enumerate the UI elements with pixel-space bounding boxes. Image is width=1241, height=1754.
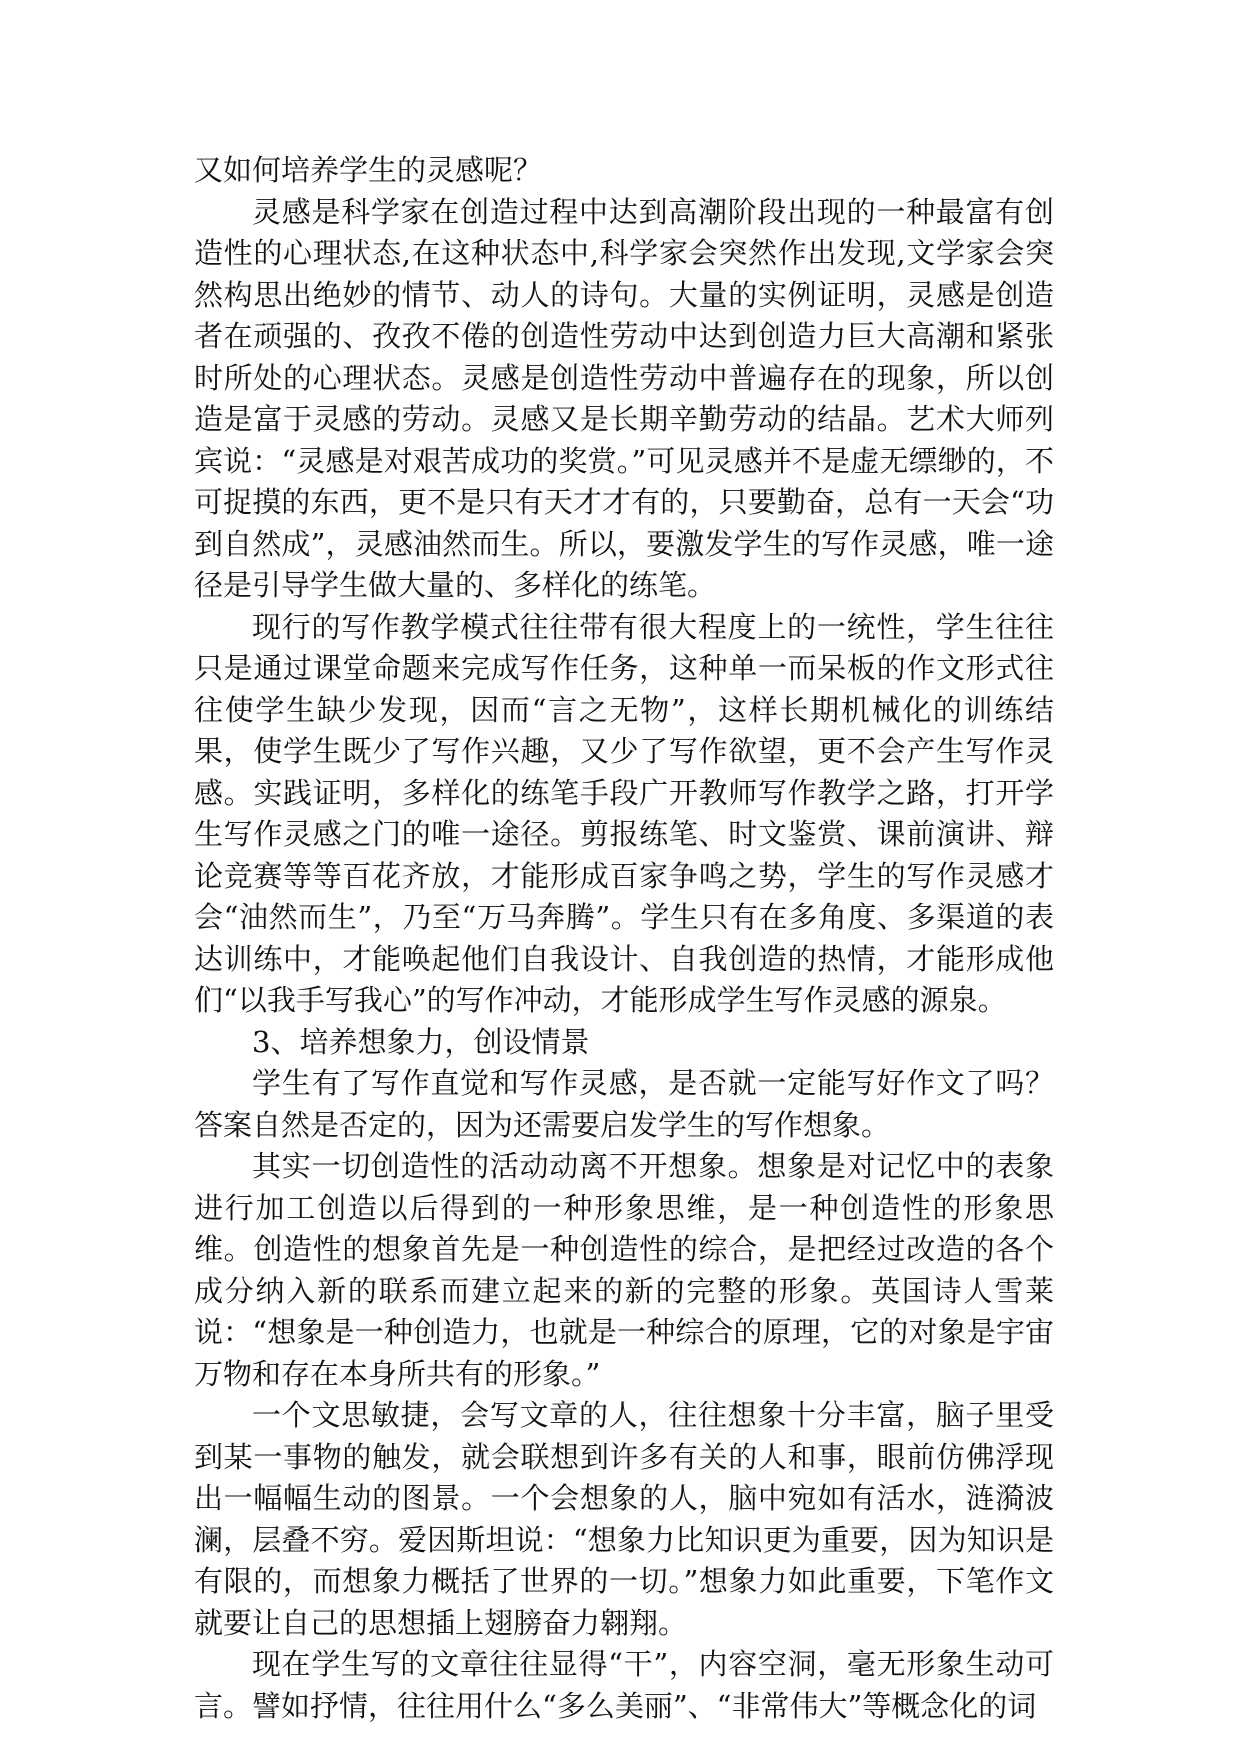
paragraph-inspiration-definition: 灵感是科学家在创造过程中达到高潮阶段出现的一种最富有创造性的心理状态,在这种状态中,科学家会突然作出发现,文学家会突然构思出绝妙的情节、动人的诗句。大量的实例证明，灵感是创造者在顽强的、孜孜不倦的创造性劳动中达到创造力巨大高潮和紧张时所处的心理状态。灵感是创造性劳动中普遍存在的现象，所以创造是富于灵感的劳动。灵感又是长期辛勤劳动的结晶。艺术大师列宾说：“灵感是对艰苦成功的奖赏。”可见灵感并不是虚无缥缈的，不可捉摸的东西，更不是只有天才才有的，只要勤奋，总有一天会“功到自然成”，灵感油然而生。所以，要激发学生的写作灵感，唯一途径是引导学生做大量的、多样化的练笔。 [194, 194, 1054, 602]
paragraph-intuition-and-imagination: 学生有了写作直觉和写作灵感，是否就一定能写好作文了吗？答案自然是否定的，因为还需要启发学生的写作想象。 [194, 1066, 1054, 1142]
section-heading: 3、培养想象力，创设情景 [252, 1024, 590, 1059]
paragraph-creative-imagination: 其实一切创造性的活动动离不开想象。想象是对记忆中的表象进行加工创造以后得到的一种形象思维，是一种创造性的形象思维。创造性的想象首先是一种创造性的综合，是把经过改造的各个成分纳入新的联系而建立起来的新的完整的形象。英国诗人雪莱说：“想象是一种创造力，也就是一种综合的原理，它的对象是宇宙万物和存在本身所共有的形象。” [194, 1149, 1054, 1391]
paragraph-writing-teaching-model: 现行的写作教学模式往往带有很大程度上的一统性，学生往往只是通过课堂命题来完成写作任务，这种单一而呆板的作文形式往往使学生缺少发现，因而“言之无物”，这样长期机械化的训练结果，使学生既少了写作兴趣，又少了写作欲望，更不会产生写作灵感。实践证明，多样化的练笔手段广开教师写作教学之路，打开学生写作灵感之门的唯一途径。剪报练笔、时文鉴赏、课前演讲、辩论竞赛等等百花齐放，才能形成百家争鸣之势，学生的写作灵感才会“油然而生”，乃至“万马奔腾”。学生只有在多角度、多渠道的表达训练中，才能唤起他们自我设计、自我创造的热情，才能形成他们“以我手写我心”的写作冲动，才能形成学生写作灵感的源泉。 [194, 609, 1054, 1017]
paragraph-imaginative-writer: 一个文思敏捷，会写文章的人，往往想象十分丰富，脑子里受到某一事物的触发，就会联想到许多有关的人和事，眼前仿佛浮现出一幅幅生动的图景。一个会想象的人，脑中宛如有活水，涟漪波澜，层叠不穷。爱因斯坦说：“想象力比知识更为重要，因为知识是有限的，而想象力概括了世界的一切。”想象力如此重要，下笔作文就要让自己的思想插上翅膀奋力翱翔。 [194, 1398, 1054, 1640]
document-page [194, 150, 1054, 1727]
paragraph-question: 又如何培养学生的灵感呢？ [194, 153, 543, 187]
paragraph-student-writing-dry: 现在学生写的文章往往显得“干”，内容空洞，毫无形象生动可言。譬如抒情，往往用什么“多么美丽”、“非常伟大”等概念化的词 [194, 1647, 1054, 1723]
